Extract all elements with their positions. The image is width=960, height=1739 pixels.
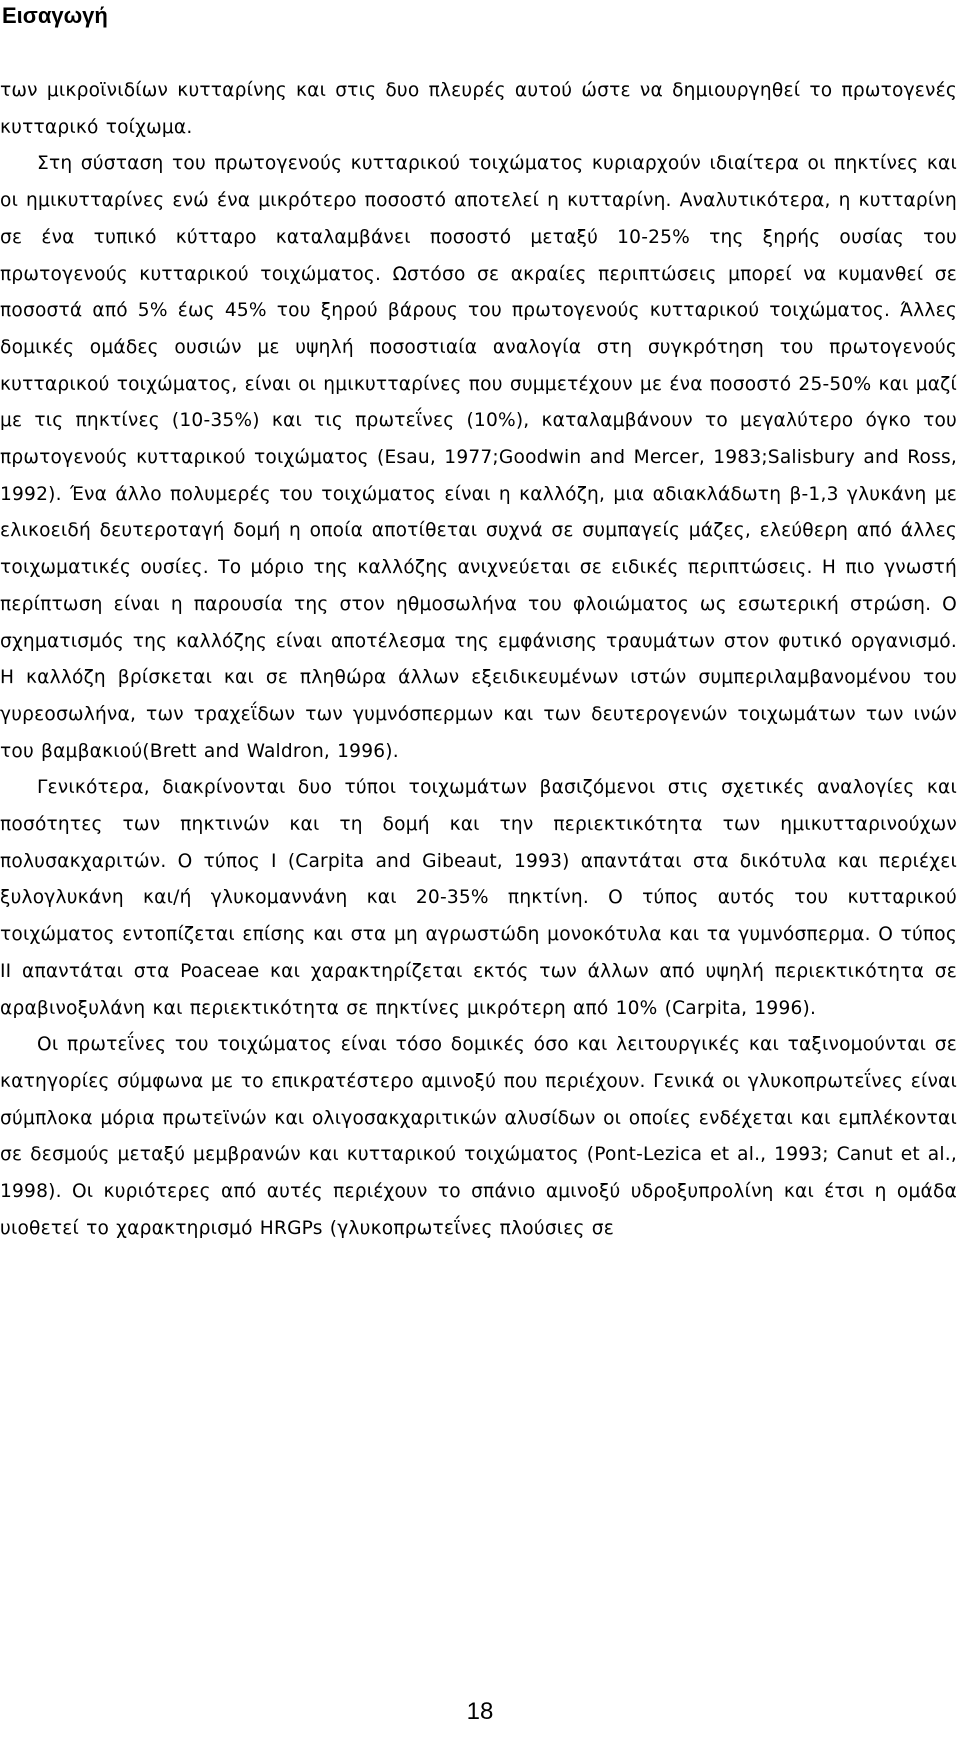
paragraph-4: Οι πρωτεΐνες του τοιχώματος είναι τόσο δομικές όσο και λειτουργικές και ταξινομούνται σε κατηγορίες σύμφωνα με το επικρατέστερο αμινοξύ που περιέχουν. Γενικά οι γλυκοπρωτεΐνες είναι σύμπλοκα μόρια πρωτεϊνών και ολιγοσακχαριτικών αλυσίδων οι οποίες ενδέχεται και εμπλέκονται σε δεσμούς μεταξύ μεμβρανών και κυτταρικού τοιχώματος (Pont-Lezica et al., 1993; Canut et al., 1998). Οι κυριότερες από αυτές περιέχουν το σπάνιο αμινοξύ υδροξυπρολίνη και έτσι η ομάδα υιοθετεί το χαρακτηρισμό HRGPs (γλυκοπρωτεΐνες πλούσιες σε bbox=[0, 1034, 957, 1239]
page-heading: Εισαγωγή bbox=[2, 3, 108, 28]
paragraph-3: Γενικότερα, διακρίνονται δυο τύποι τοιχωμάτων βασιζόμενοι στις σχετικές αναλογίες και ποσότητες των πηκτινών και τη δομή και την περιεκτικότητα των ημικυτταρινούχων πολυσακχαριτών. Ο τύπος I (Carpita and Gibeaut, 1993) απαντάται στα δικότυλα και περιέχει ξυλογλυκάνη και/ή γλυκομαννάνη και 20-35% πηκτίνη. Ο τύπος αυτός του κυτταρικού τοιχώματος εντοπίζεται επίσης και στα μη αγρωστώδη μονοκότυλα και τα γυμνόσπερμα. Ο τύπος II απαντάται στα Poaceae και χαρακτηρίζεται εκτός των άλλων από υψηλή περιεκτικότητα σε αραβινοξυλάνη και περιεκτικότητα σε πηκτίνες μικρότερη από 10% (Carpita, 1996). bbox=[0, 777, 957, 1019]
body-text bbox=[0, 73, 957, 1248]
page-number: 18 bbox=[466, 1698, 494, 1725]
paragraph-1: των μικροϊνιδίων κυτταρίνης και στις δυο πλευρές αυτού ώστε να δημιουργηθεί το πρωτογενές κυτταρικό τοίχωμα. bbox=[0, 80, 957, 138]
paragraph-2: Στη σύσταση του πρωτογενούς κυτταρικού τοιχώματος κυριαρχούν ιδιαίτερα οι πηκτίνες και οι ημικυτταρίνες ενώ ένα μικρότερο ποσοστό αποτελεί η κυτταρίνη. Αναλυτικότερα, η κυτταρίνη σε ένα τυπικό κύτταρο καταλαμβάνει ποσοστό μεταξύ 10-25% της ξηρής ουσίας του πρωτογενούς κυτταρικού τοιχώματος. Ωστόσο σε ακραίες περιπτώσεις μπορεί να κυμανθεί σε ποσοστά από 5% έως 45% του ξηρού βάρους του πρωτογενούς κυτταρικού τοιχώματος. Άλλες δομικές ομάδες ουσιών με υψηλή ποσοστιαία αναλογία στη συγκρότηση του πρωτογενούς κυτταρικού τοιχώματος, είναι οι ημικυτταρίνες που συμμετέχουν με ένα ποσοστό 25-50% και μαζί με τις πηκτίνες (10-35%) και τις πρωτεΐνες (10%), καταλαμβάνουν το μεγαλύτερο όγκο του πρωτογενούς κυτταρικού τοιχώματος (Esau, 1977;Goodwin and Mercer, 1983;Salisbury and Ross, 1992). Ένα άλλο πολυμερές του τοιχώματος είναι η καλλόζη, μια αδιακλάδωτη β-1,3 γλυκάνη με ελικοειδή δευτεροταγή δομή η οποία αποτίθεται συχνά σε συμπαγείς μάζες, ελεύθερη από άλλες τοιχωματικές ουσίες. Το μόριο της καλλόζης ανιχνεύεται σε ειδικές περιπτώσεις. Η πιο γνωστή περίπτωση είναι η παρουσία της στον ηθμοσωλήνα του φλοιώματος ως εσωτερική στρώση. Ο σχηματισμός της καλλόζης είναι αποτέλεσμα της εμφάνισης τραυμάτων στον φυτικό οργανισμό. Η καλλόζη βρίσκεται και σε πληθώρα άλλων εξειδικευμένων ιστών συμπεριλαμβανομένου του γυρεοσωλήνα, των τραχεΐδων των γυμνόσπερμων και των δευτερογενών τοιχωμάτων των ινών του βαμβακιού(Brett and Waldron, 1996). bbox=[0, 153, 957, 762]
